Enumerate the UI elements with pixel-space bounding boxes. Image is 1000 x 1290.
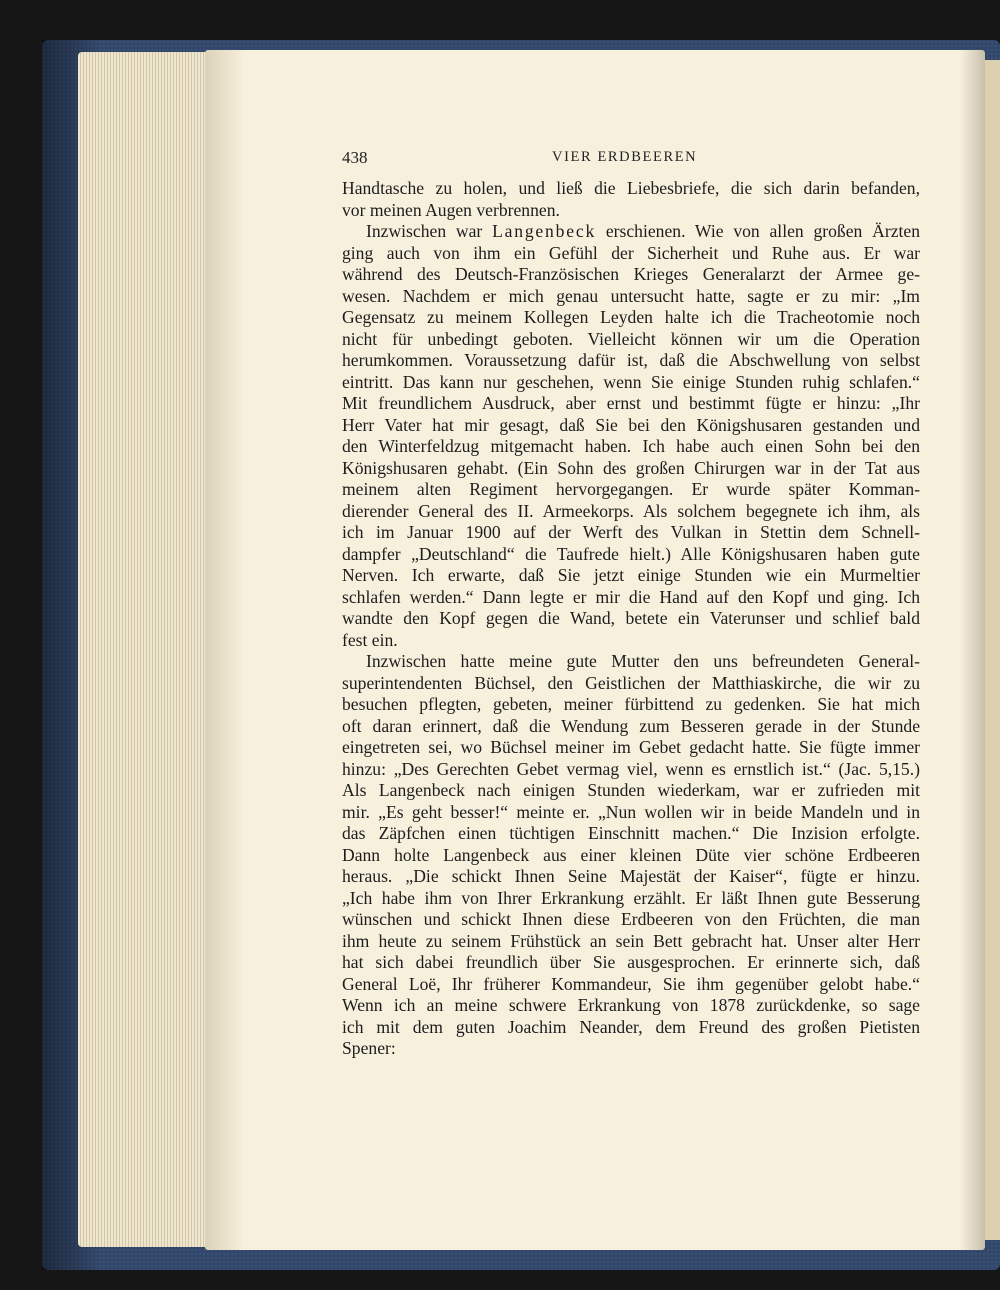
text-line: dierender General des II. Armeekorps. Als solchem begegnete ich ihm, als [342,500,920,521]
page-stack-edges [78,52,218,1247]
page-number: 438 [342,148,368,167]
page-edge-shadow [960,50,985,1250]
text-line [342,221,920,243]
text-line: heraus. „Die schickt Ihnen Seine Majestät der Kaiser“, fügte er hinzu. [342,866,920,886]
text-segment: Inzwischen war [366,221,483,241]
text-line: wünschen und schickt Ihnen diese Erdbeeren von den Früchten, die man [342,909,920,929]
text-line: oft daran erinnert, daß die Wendung zum Besseren gerade in der Stunde [342,715,920,736]
text-line: Handtasche zu holen, und ließ die Liebesbriefe, die sich darin befanden, [342,178,920,198]
text-line: fest ein. [342,629,398,650]
text-line: ging auch von ihm ein Gefühl der Sicherheit und Ruhe aus. Er war [342,242,920,263]
text-line: ich mit dem guten Joachim Neander, dem Freund des großen Pietisten [342,1016,920,1037]
text-line: Dann holte Langenbeck aus einer kleinen Düte vier schöne Erdbeeren [342,844,920,865]
text-line: Als Langenbeck nach einigen Stunden wiederkam, war er zufrieden mit [342,780,920,800]
gutter-shadow [205,50,245,1250]
text-line: ich im Januar 1900 auf der Werft des Vulkan in Stettin dem Schnell- [342,522,920,542]
text-line: Wenn ich an meine schwere Erkrankung von 1878 zurückdenke, so sage [342,995,920,1015]
text-line: dampfer „Deutschland“ die Taufrede hielt.) Alle Königshusaren haben gute [342,543,920,564]
text-line: das Zäpfchen einen tüchtigen Einschnitt machen.“ Die Inzision erfolgte. [342,823,920,843]
text-line: General Loë, Ihr früherer Kommandeur, Sie ihm gegenüber gelobt habe.“ [342,973,920,994]
text-line: superintendenten Büchsel, den Geistlichen der Matthiaskirche, die wir zu [342,672,920,693]
text-line: wandte den Kopf gegen die Wand, betete ein Vaterunser und schlief bald [342,608,920,628]
text-line: schlafen werden.“ Dann legte er mir die Hand auf den Kopf und ging. Ich [342,586,920,607]
text-line: Gegensatz zu meinem Kollegen Leyden halte ich die Tracheotomie noch [342,307,920,327]
text-line: vor meinen Augen verbrennen. [342,199,560,220]
text-line: mir. „Es geht besser!“ meinte er. „Nun wollen wir in beide Mandeln und in [342,801,920,822]
text-line: den Winterfeldzug mitgemacht haben. Ich habe auch einen Sohn bei den [342,436,920,456]
text-line: wesen. Nachdem er mich genau untersucht hatte, sagte er zu mir: „Im [342,285,920,306]
running-head: VIER ERDBEEREN [552,149,698,165]
text-line: meinem alten Regiment hervorgegangen. Er wurde später Komman- [342,479,920,499]
text-line: während des Deutsch-Französischen Krieges Generalarzt der Armee ge- [342,264,920,284]
text-line: Herr Vater hat mir gesagt, daß Sie bei den Königshusaren gestanden und [342,414,920,435]
text-line: eingetreten sei, wo Büchsel meiner im Gebet gedacht hatte. Sie fügte immer [342,737,920,757]
text-line: Nerven. Ich erwarte, daß Sie jetzt einige Stunden wie ein Murmeltier [342,565,920,585]
text-line: Spener: [342,1038,396,1058]
text-line: ihm heute zu seinem Frühstück an sein Bett gebracht hat. Unser alter Herr [342,930,920,951]
text-line: hinzu: „Des Gerechten Gebet vermag viel, wenn es ernstlich ist.“ (Jac. 5,15.) [342,758,920,779]
page-header [342,148,920,170]
text-line: eintritt. Das kann nur geschehen, wenn Sie einige Stunden ruhig schlafen.“ [342,371,920,392]
text-line: herumkommen. Voraussetzung dafür ist, daß die Abschwellung von selbst [342,350,920,370]
text-line: Inzwischen hatte meine gute Mutter den uns befreundeten General- [366,651,920,671]
facing-page-edge [985,60,1000,1240]
text-line: nicht für unbedingt geboten. Vielleicht können wir um die Operation [342,328,920,349]
text-line: „Ich habe ihm von Ihrer Erkrankung erzählt. Er läßt Ihnen gute Besserung [342,887,920,908]
text-line: besuchen pflegten, gebeten, meiner fürbittend zu gedenken. Sie hat mich [342,694,920,714]
body-text [342,178,920,1060]
text-segment: erschienen. Wie von allen großen Ärzten [605,221,920,241]
text-line: Königshusaren gehabt. (Ein Sohn des großen Chirurgen war in der Tat aus [342,457,920,478]
name-emphasis: Langenbeck [492,221,597,241]
text-line: hat sich dabei freundlich über Sie ausgesprochen. Er erinnerte sich, daß [342,952,920,972]
text-line: Mit freundlichem Ausdruck, aber ernst und bestimmt fügte er hinzu: „Ihr [342,393,920,413]
